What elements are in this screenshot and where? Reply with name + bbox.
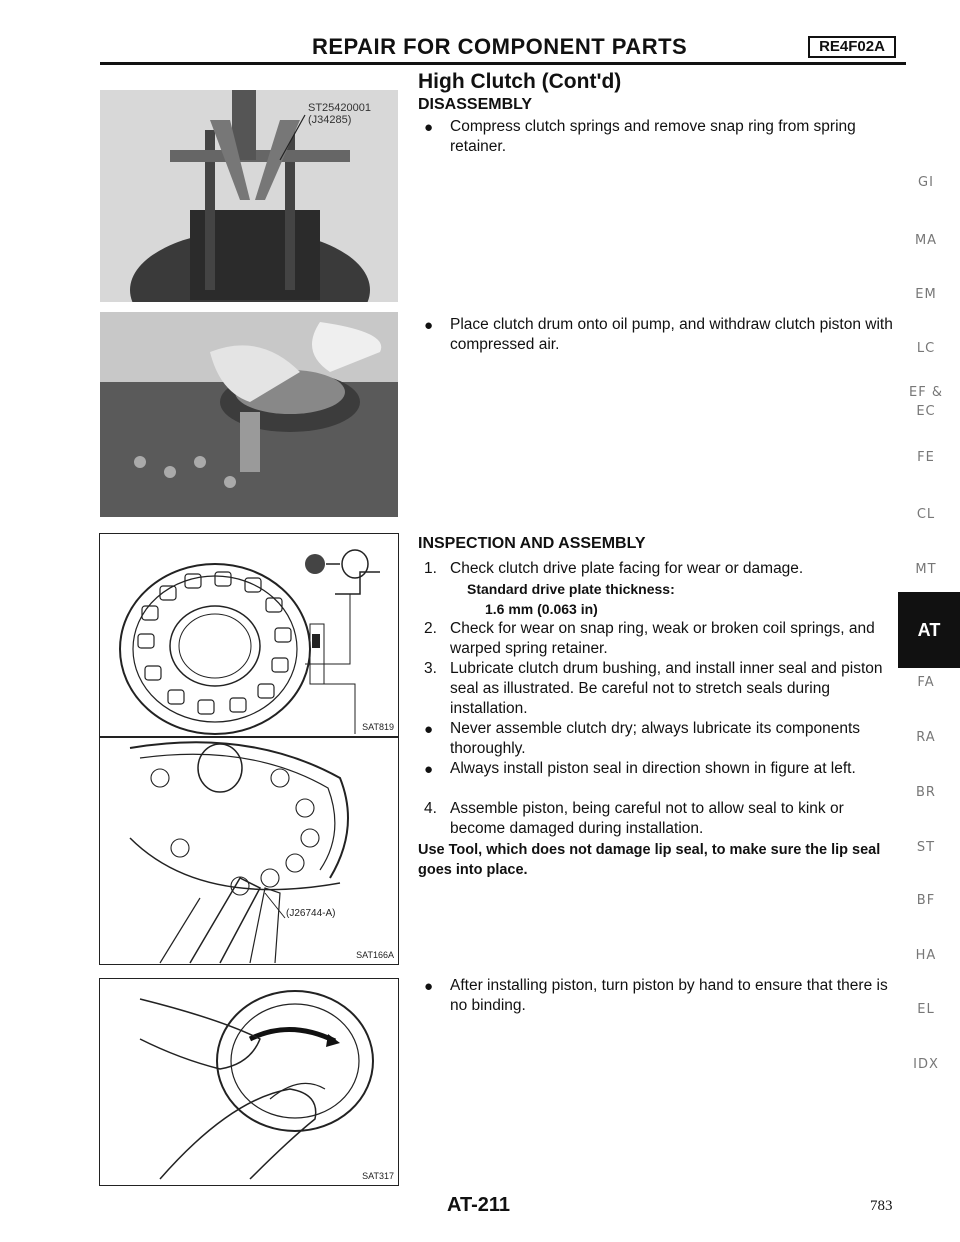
tool-caution-note: Use Tool, which does not damage lip seal, to make sure the lip seal goes into place. [418, 842, 881, 878]
side-tab-ef[interactable]: EF & [909, 385, 943, 400]
header-rule [100, 62, 906, 65]
side-tab-ra[interactable]: RA [916, 730, 936, 745]
section-title: High Clutch (Cont'd) [418, 70, 622, 93]
side-tab-mt[interactable]: MT [915, 562, 937, 577]
side-tab-br[interactable]: BR [916, 785, 936, 800]
bullet-marker: ● [424, 119, 434, 136]
header-code-badge: RE4F02A [808, 36, 896, 58]
clutch-drum-hands-illustration [100, 312, 398, 517]
side-tab-ec[interactable]: EC [916, 404, 936, 419]
side-tab-bf[interactable]: BF [916, 893, 936, 908]
figure-spring-compressor-photo [100, 90, 398, 302]
disassembly-step-1: Compress clutch springs and remove snap ring from spring retainer. [450, 118, 856, 155]
inspection-step-3: Lubricate clutch drum bushing, and install inner seal and piston seal as illustrated. Be careful not to stretch seals during installation. [450, 660, 883, 717]
figure-piston-seal-diagram [99, 533, 399, 737]
side-tab-lc[interactable]: LC [916, 341, 936, 356]
inspection-note-b: Always install piston seal in direction shown in figure at left. [450, 760, 856, 777]
side-tab-cl[interactable]: CL [916, 507, 936, 522]
inspection-note-a: Never assemble clutch dry; always lubricate its components thoroughly. [450, 720, 861, 757]
spec-value: 1.6 mm (0.063 in) [485, 601, 598, 617]
side-tab-ma[interactable]: MA [914, 233, 938, 248]
tool-number-alt-label: (J34285) [308, 114, 352, 126]
inspection-step-1: Check clutch drive plate facing for wear or damage. [450, 560, 804, 577]
side-tab-fe[interactable]: FE [917, 450, 935, 465]
disassembly-heading: DISASSEMBLY [418, 96, 533, 113]
item-number: 3. [424, 660, 437, 677]
tool-number-label: (J26744-A) [286, 908, 336, 919]
inspection-step-2: Check for wear on snap ring, weak or broken coil springs, and warped spring retainer. [450, 620, 875, 657]
inspection-heading: INSPECTION AND ASSEMBLY [418, 535, 646, 552]
side-tab-em[interactable]: EM [915, 287, 937, 302]
header-title: REPAIR FOR COMPONENT PARTS [312, 34, 688, 59]
side-tab-el[interactable]: EL [917, 1002, 935, 1017]
item-number: 1. [424, 560, 437, 577]
page-code: AT-211 [447, 1194, 510, 1216]
figure-clutch-drum-photo [100, 312, 398, 517]
seal-tool-illustration [100, 738, 399, 965]
piston-seal-illustration [100, 534, 399, 737]
side-tab-fa[interactable]: FA [917, 675, 935, 690]
bullet-marker: ● [424, 317, 434, 334]
side-tab-idx[interactable]: IDX [913, 1057, 939, 1072]
bullet-marker: ● [424, 721, 434, 738]
spec-label: Standard drive plate thickness: [467, 581, 675, 597]
piston-turning-illustration [100, 979, 399, 1186]
page-number: 783 [870, 1198, 893, 1214]
tool-number-label: ST25420001 [308, 102, 371, 114]
side-tab-st[interactable]: ST [916, 840, 936, 855]
side-tab-at-active[interactable]: AT [898, 592, 960, 668]
item-number: 2. [424, 620, 437, 637]
figure-code-label: SAT166A [356, 950, 394, 960]
bullet-marker: ● [424, 761, 434, 778]
figure-code-label: SAT819 [362, 722, 394, 732]
disassembly-step-2: Place clutch drum onto oil pump, and withdraw clutch piston with compressed air. [450, 316, 893, 353]
inspection-note-c: After installing piston, turn piston by hand to ensure that there is no binding. [450, 977, 888, 1014]
inspection-step-4: Assemble piston, being careful not to allow seal to kink or become damaged during installation. [450, 800, 844, 837]
figure-seal-tool-diagram [99, 737, 399, 965]
bullet-marker: ● [424, 978, 434, 995]
figure-piston-turning-diagram [99, 978, 399, 1186]
figure-code-label: SAT317 [362, 1171, 394, 1181]
side-tab-ha[interactable]: HA [915, 948, 937, 963]
item-number: 4. [424, 800, 437, 817]
side-tab-gi[interactable]: GI [918, 175, 934, 190]
